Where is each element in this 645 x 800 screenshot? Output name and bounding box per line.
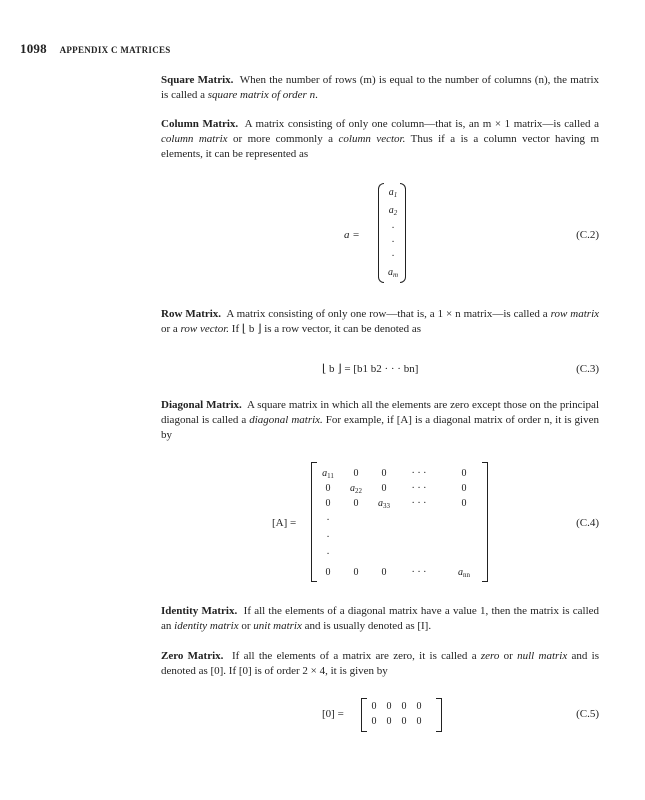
- identity-matrix-term2: unit matrix: [253, 620, 302, 632]
- diagonal-matrix-cell: 0: [353, 567, 359, 578]
- diagonal-matrix-paragraph: [161, 398, 599, 443]
- diagonal-matrix-cell: 0: [381, 567, 387, 578]
- diagonal-matrix-cell: $a_{11}$: [322, 468, 334, 480]
- column-vector-element: ·: [391, 223, 395, 234]
- column-matrix-term1: column matrix: [161, 133, 228, 145]
- zero-matrix-paragraph: [161, 649, 599, 679]
- equation-number-c2: (C.2): [576, 229, 599, 241]
- zero-matrix-heading: Zero Matrix.: [161, 650, 224, 662]
- diagonal-matrix-text2: For example, if [A] is a diagonal matrix of order n, it is given by: [161, 414, 599, 441]
- zero-matrix-cell: 0: [416, 701, 422, 712]
- column-matrix-paragraph: [161, 117, 599, 162]
- diagonal-matrix-cell: $a_{nn}$: [458, 567, 470, 579]
- equation-number-c3: (C.3): [576, 363, 599, 375]
- diagonal-matrix-cell: · · ·: [411, 483, 427, 494]
- column-vector-element: ·: [391, 251, 395, 262]
- diagonal-matrix-cell: 0: [461, 468, 467, 479]
- diagonal-matrix-cell: 0: [325, 498, 331, 509]
- zero-matrix-text1: If all the elements of a matrix are zero, it is called a: [231, 650, 481, 662]
- square-matrix-heading: Square Matrix.: [161, 74, 234, 86]
- row-matrix-heading: Row Matrix.: [161, 308, 222, 320]
- zero-matrix-cell: 0: [416, 716, 422, 727]
- column-vector-element: $a_m$: [387, 267, 399, 279]
- column-matrix-text2: or more commonly a: [227, 133, 339, 145]
- diagonal-matrix-cell: $a_{33}$: [378, 498, 390, 510]
- diagonal-matrix-cell: · · ·: [411, 498, 427, 509]
- zero-matrix-term1: zero: [480, 650, 500, 662]
- diagonal-matrix: [311, 462, 489, 582]
- identity-matrix-paragraph: [161, 604, 599, 634]
- diagonal-matrix-cell: 0: [461, 498, 467, 509]
- equation-number-c5: (C.5): [576, 708, 599, 720]
- column-vector-element: $a_1$: [388, 187, 398, 199]
- zero-matrix-text3: and is denoted as [0]. If [0] is of order 2 × 4, it is given by: [161, 650, 600, 677]
- column-matrix-text1: A matrix consisting of only one column—that is, an m × 1 matrix—is called a: [244, 118, 599, 130]
- equation-number-c4: (C.4): [576, 517, 599, 529]
- diagonal-matrix-cell: · · ·: [411, 468, 427, 479]
- identity-matrix-text2: or: [238, 620, 254, 632]
- column-vector-element: ·: [391, 237, 395, 248]
- row-matrix-term1: row matrix: [550, 308, 600, 320]
- zero-matrix-lhs: [0] =: [322, 708, 344, 720]
- diagonal-matrix-cell: $a_{22}$: [350, 483, 362, 495]
- identity-matrix-heading: Identity Matrix.: [161, 605, 238, 617]
- diagonal-matrix-cell: 0: [353, 498, 359, 509]
- diagonal-matrix-text1: A square matrix in which all the elements are zero except those on the principal diagonal is called a: [161, 399, 599, 426]
- diagonal-matrix-cell: 0: [325, 483, 331, 494]
- diagonal-matrix-cell: 0: [325, 567, 331, 578]
- running-title: APPENDIX C MATRICES: [59, 45, 171, 55]
- zero-matrix-cell: 0: [386, 701, 392, 712]
- square-matrix-text-end: .: [315, 89, 318, 101]
- diagonal-matrix-cell: · · ·: [411, 567, 427, 578]
- column-vector-lhs: a =: [344, 229, 360, 241]
- identity-matrix-term1: identity matrix: [174, 620, 239, 632]
- diagonal-matrix-heading: Diagonal Matrix.: [161, 399, 242, 411]
- zero-matrix-text2: or: [499, 650, 518, 662]
- diagonal-matrix-cell: 0: [461, 483, 467, 494]
- zero-matrix-cell: 0: [371, 716, 377, 727]
- zero-matrix: [361, 698, 443, 732]
- column-matrix-term2: column vector.: [338, 133, 406, 145]
- zero-matrix-cell: 0: [371, 701, 377, 712]
- zero-matrix-cell: 0: [386, 716, 392, 727]
- square-matrix-text: When the number of rows (m) is equal to the number of columns (n), the matrix is called a: [161, 74, 599, 101]
- diagonal-matrix-cell: ·: [326, 532, 330, 543]
- diagonal-matrix-cell: 0: [353, 468, 359, 479]
- row-matrix-text3: If ⌊ b ⌋ is a row vector, it can be denoted as: [229, 323, 422, 335]
- diagonal-matrix-cell: ·: [326, 515, 330, 526]
- column-vector-element: $a_2$: [388, 205, 398, 217]
- row-vector-equation: ⌊ b ⌋ = [b1 b2 · · · bn]: [322, 363, 419, 375]
- identity-matrix-text3: and is usually denoted as [I].: [301, 620, 432, 632]
- diagonal-matrix-cell: 0: [381, 468, 387, 479]
- page-header: [20, 41, 171, 58]
- diagonal-matrix-cell: 0: [381, 483, 387, 494]
- row-matrix-text1: A matrix consisting of only one row—that is, a 1 × n matrix—is called a: [226, 308, 551, 320]
- diagonal-matrix-lhs: [A] =: [272, 517, 297, 529]
- column-matrix-text3: Thus if a is a column vector having m elements, it can be represented as: [161, 133, 600, 160]
- square-matrix-term: square matrix of order n: [207, 89, 316, 101]
- row-matrix-text2: or a: [161, 323, 181, 335]
- square-matrix-paragraph: [161, 73, 599, 103]
- zero-matrix-term2: null matrix: [517, 650, 568, 662]
- column-matrix-heading: Column Matrix.: [161, 118, 239, 130]
- identity-matrix-text1: If all the elements of a diagonal matrix have a value 1, then the matrix is called an: [161, 605, 600, 632]
- zero-matrix-cell: 0: [401, 716, 407, 727]
- diagonal-matrix-term1: diagonal matrix.: [249, 414, 323, 426]
- diagonal-matrix-cell: ·: [326, 549, 330, 560]
- page-number: 1098: [20, 41, 47, 56]
- zero-matrix-cell: 0: [401, 701, 407, 712]
- row-matrix-paragraph: [161, 307, 599, 337]
- row-matrix-term2: row vector.: [180, 323, 230, 335]
- column-vector-matrix: [378, 183, 408, 283]
- diagonal-matrix-right-bracket: [482, 462, 488, 582]
- zero-matrix-right-bracket: [436, 698, 442, 732]
